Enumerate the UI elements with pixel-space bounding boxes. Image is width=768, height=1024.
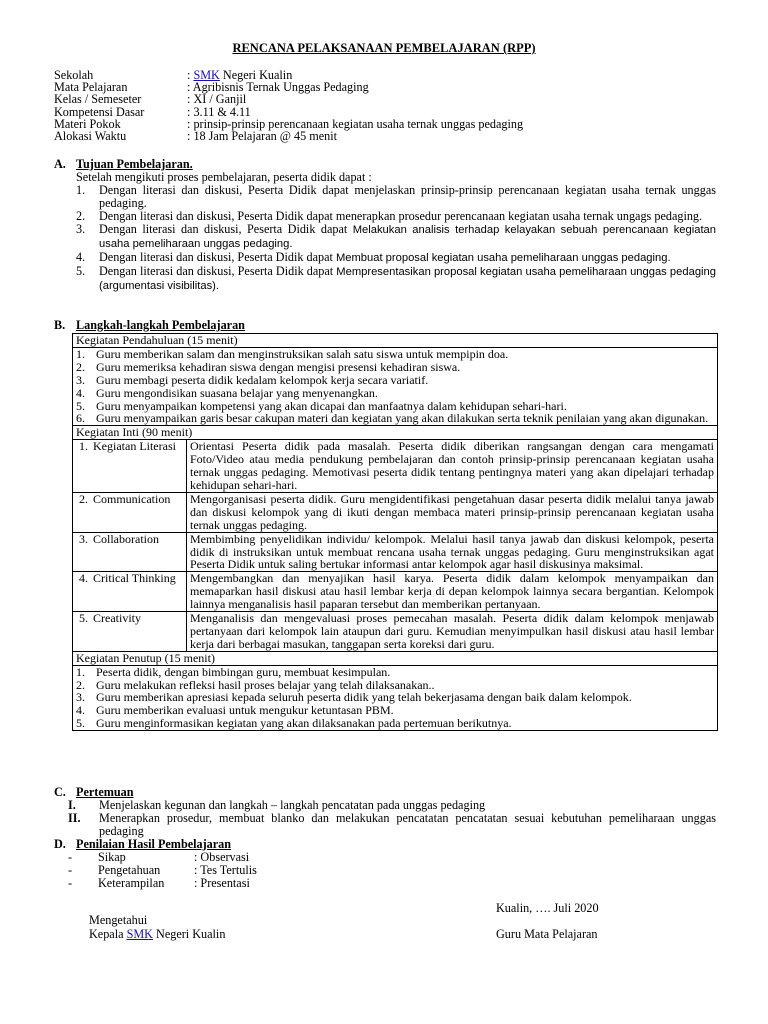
step-text: Guru memberikan evaluasi untuk mengukur ketuntasan PBM.: [96, 703, 394, 718]
inti-step-name: Creativity: [93, 611, 141, 626]
assessment-dash: -: [68, 863, 73, 877]
objective-number: 4.: [76, 250, 86, 264]
inti-step-name-cell: [73, 572, 187, 612]
step-text: Guru memberikan apresiasi kepada seluruh peserta didik yang telah bekerjasama dengan baik dalam kelompok.: [96, 690, 632, 705]
inti-row: [73, 440, 718, 493]
identity-key: Kompetensi Dasar: [54, 104, 145, 119]
inti-header: Kegiatan Inti (90 menit): [73, 426, 718, 440]
inti-step-number: 4.: [79, 571, 88, 586]
assessment-dash: -: [68, 876, 73, 890]
pertemuan-number: I.: [68, 798, 76, 812]
identity-value: XI / Ganjil: [193, 92, 247, 107]
identity-row: [54, 130, 734, 142]
step-text: Guru menyampaikan kompetensi yang akan dicapai dan manfaatnya dalam kehidupan sehari-hari.: [96, 398, 567, 413]
objective-number: 5.: [76, 264, 86, 278]
step-number: 4.: [76, 703, 85, 718]
identity-key: Alokasi Waktu: [54, 128, 127, 143]
step-number: 1.: [76, 346, 85, 361]
step-number: 5.: [76, 716, 85, 731]
objective-item: [54, 223, 716, 251]
section-d: [54, 838, 716, 890]
step-number: 2.: [76, 677, 85, 692]
step-text: Guru menginformasikan kegiatan yang akan dilaksanakan pada pertemuan berikutnya.: [96, 716, 512, 731]
identity-value: Negeri Kualin: [219, 68, 293, 82]
inti-step-name: Communication: [93, 491, 171, 506]
assessment-key: Sikap: [98, 850, 126, 864]
inti-step-name-cell: [73, 612, 187, 652]
step-number: 4.: [76, 385, 85, 400]
step-text: Guru melakukan refleksi hasil proses belajar yang telah dilaksanakan..: [96, 677, 435, 692]
pendahuluan-cell: [73, 347, 718, 425]
step-number: 2.: [76, 359, 85, 374]
objective-list: [54, 184, 716, 293]
assessment-dash: -: [68, 850, 73, 864]
pertemuan-text: Menerapkan prosedur, membuat blanko dan melakukan pencatatan pencatatan sesuai kebutuhan pemeliharaan unggas pedaging: [99, 811, 716, 838]
identity-value: Agribisnis Ternak Unggas Pedaging: [192, 80, 369, 95]
step-text: Guru menyampaikan garis besar cakupan materi dan kegiatan yang akan dilakukan serta teknik penilaian yang akan digunakan.: [96, 411, 709, 426]
identity-row: [54, 93, 734, 105]
signature-left-1: Mengetahui: [89, 913, 148, 927]
inti-step-name-cell: [73, 440, 187, 493]
objective-item: [54, 251, 716, 265]
pendahuluan-header: Kegiatan Pendahuluan (15 menit): [73, 334, 718, 348]
document-title: RENCANA PELAKSANAAN PEMBELAJARAN (RPP): [232, 41, 536, 55]
pertemuan-text: Menjelaskan kegunan dan langkah – langkah pencatatan pada unggas pedaging: [99, 798, 486, 812]
objective-text: Dengan literasi dan diskusi, Peserta Didik dapat: [99, 250, 336, 264]
step-list-item: [76, 717, 714, 730]
assessment-row: [54, 877, 716, 890]
identity-colon: :: [187, 92, 194, 107]
section-b-heading: B. Langkah-langkah Pembelajaran: [54, 318, 245, 332]
step-text: Guru membagi peserta didik kedalam kelompok kerja secara variatif.: [96, 372, 429, 387]
place-date: Kualin, …. Juli 2020: [496, 901, 599, 915]
objective-text-sans: Melakukan analisis terhadap kelayakan sebuah perencanaan kegiatan usaha pemeliharaan unggas pedaging.: [99, 224, 716, 250]
objective-number: 3.: [76, 222, 86, 236]
penutup-cell: [73, 665, 718, 731]
pertemuan-item: [54, 812, 716, 838]
step-number: 3.: [76, 372, 85, 387]
objective-item: [54, 184, 716, 210]
inti-step-desc: Mengorganisasi peserta didik. Guru mengidentifikasi pengetahuan dasar peserta didik melalui tanya jawab dan diskusi kelompok yang di ikuti dengan membaca materi prinsip-prinsip perencanaan kegiatan usaha ternak unggas pedaging.: [187, 492, 718, 532]
assessment-value: : Observasi: [194, 850, 250, 864]
identity-colon: :: [187, 116, 194, 131]
inti-row: [73, 492, 718, 532]
objective-number: 1.: [76, 183, 86, 197]
inti-step-desc: Orientasi Peserta didik pada masalah. Peserta didik diberikan rangsangan dengan cara mengamati Foto/Video atau media pendukung pembelajaran dan contoh prinsip-prinsip perencanaan kegiatan usaha ternak unggas pedaging. Memotivasi peserta didik tentang pentingnya materi yang akan dipelajari terhadap kehidupan sehari-hari.: [187, 440, 718, 493]
inti-step-number: 1.: [79, 439, 88, 454]
inti-step-name-cell: [73, 532, 187, 572]
assessment-key: Pengetahuan: [98, 863, 161, 877]
section-a-intro: Setelah mengikuti proses pembelajaran, peserta didik dapat :: [76, 170, 372, 184]
inti-step-desc: Mengembangkan dan menyajikan hasil karya. Peserta didik dalam kelompok menyampaikan dan memaparkan hasil diskusi atau hasil lembar kerja di depan kelompok lainnya secara bergantian. Kelompok lainnya menganalisis hasil paparan tersebut dan memberikan pertanyaan.: [187, 572, 718, 612]
step-text: Guru memberikan salam dan menginstruksikan salah satu siswa untuk mempipin doa.: [96, 346, 509, 361]
objective-number: 2.: [76, 209, 86, 223]
assessment-key: Keterampilan: [98, 876, 165, 890]
step-text: Guru mengondisikan suasana belajar yang menyenangkan.: [96, 385, 378, 400]
identity-value: 3.11 & 4.11: [193, 104, 251, 119]
identity-row: [54, 118, 734, 130]
identity-key: Mata Pelajaran: [54, 80, 128, 95]
objective-text: Dengan literasi dan diskusi, Peserta Didik dapat menerapkan prosedur perencanaan kegiatan usaha ternak ungags pedaging.: [99, 209, 703, 223]
identity-key: Materi Pokok: [54, 116, 121, 131]
inti-row: [73, 532, 718, 572]
identity-value: 18 Jam Pelajaran @ 45 menit: [193, 128, 337, 143]
identity-row: [54, 81, 734, 93]
signature-left-2: Kepala SMK Negeri Kualin: [89, 927, 226, 941]
step-number: 5.: [76, 398, 85, 413]
objective-text: Dengan literasi dan diskusi, Peserta Didik dapat menjelaskan prinsip-prinsip perencanaan kegiatan usaha ternak unggas pedaging.: [99, 183, 716, 210]
identity-colon: :: [187, 68, 194, 82]
identity-colon: :: [187, 80, 193, 95]
inti-row: [73, 572, 718, 612]
inti-step-name: Collaboration: [93, 531, 159, 546]
objective-text: Dengan literasi dan diskusi, Peserta Didik dapat: [99, 264, 337, 278]
signature-right: Guru Mata Pelajaran: [496, 927, 598, 941]
identity-block: [54, 69, 734, 142]
section-c-heading: C. Pertemuan: [54, 785, 134, 799]
inti-step-number: 3.: [79, 531, 88, 546]
identity-colon: :: [187, 104, 194, 119]
smk-link[interactable]: SMK: [126, 927, 153, 941]
inti-step-number: 2.: [79, 491, 88, 506]
section-c: [54, 786, 716, 838]
assessment-value: : Presentasi: [194, 876, 250, 890]
section-d-heading: D. Penilaian Hasil Pembelajaran: [54, 837, 232, 851]
objective-text-sans: Mempresentasikan proposal kegiatan usaha pemeliharaan unggas pedaging (argumentasi visibilitas).: [99, 266, 716, 292]
section-a: [54, 158, 716, 293]
pertemuan-number: II.: [68, 811, 81, 825]
step-number: 6.: [76, 411, 85, 426]
inti-row: [73, 612, 718, 652]
identity-row: [54, 69, 734, 81]
inti-step-name: Kegiatan Literasi: [93, 439, 176, 454]
step-list-item: [76, 412, 714, 425]
inti-step-number: 5.: [79, 611, 88, 626]
identity-colon: :: [187, 128, 194, 143]
penutup-header: Kegiatan Penutup (15 menit): [73, 651, 718, 665]
smk-link[interactable]: SMK: [193, 68, 220, 82]
step-text: Peserta didik, dengan bimbingan guru, membuat kesimpulan.: [96, 664, 391, 679]
inti-step-name-cell: [73, 492, 187, 532]
step-number: 1.: [76, 664, 85, 679]
objective-text-sans: Membuat proposal kegiatan usaha pemeliharaan unggas pedaging.: [335, 252, 671, 264]
learning-steps-table: [72, 333, 718, 731]
inti-step-desc: Menganalisis dan mengevaluasi proses pemecahan masalah. Peserta didik dalam kelompok menjawab pertanyaan dari kelompok lain ataupun dari guru. Kemudian menyimpulkan hasil diskusi atau hasil lembar kerja dari berbagai masukan, tanggapan serta koreksi dari guru.: [187, 612, 718, 652]
assessment-value: : Tes Tertulis: [194, 863, 257, 877]
section-a-heading: A. Tujuan Pembelajaran.: [54, 157, 193, 171]
inti-step-desc: Membimbing penyelidikan individu/ kelompok. Melalui hasil tanya jawab dan diskusi kelompok, peserta didik di instruksikan untuk membuat rencana usaha ternak unggas pedaging. Guru menginstruksikan agat Peserta Didik untuk saling bertukar informasi antar kelompok agar hasil diskusinya maksimal.: [187, 532, 718, 572]
objective-item: [54, 265, 716, 293]
objective-text: Dengan literasi dan diskusi, Peserta Didik dapat: [99, 222, 353, 236]
identity-value: prinsip-prinsip perencanaan kegiatan usaha ternak unggas pedaging: [193, 116, 524, 131]
identity-key: Sekolah: [54, 68, 94, 82]
step-text: Guru memeriksa kehadiran siswa dengan mengisi presensi kehadiran siswa.: [96, 359, 461, 374]
identity-key: Kelas / Semeseter: [54, 92, 142, 107]
step-number: 3.: [76, 690, 85, 705]
inti-step-name: Critical Thinking: [93, 571, 176, 586]
